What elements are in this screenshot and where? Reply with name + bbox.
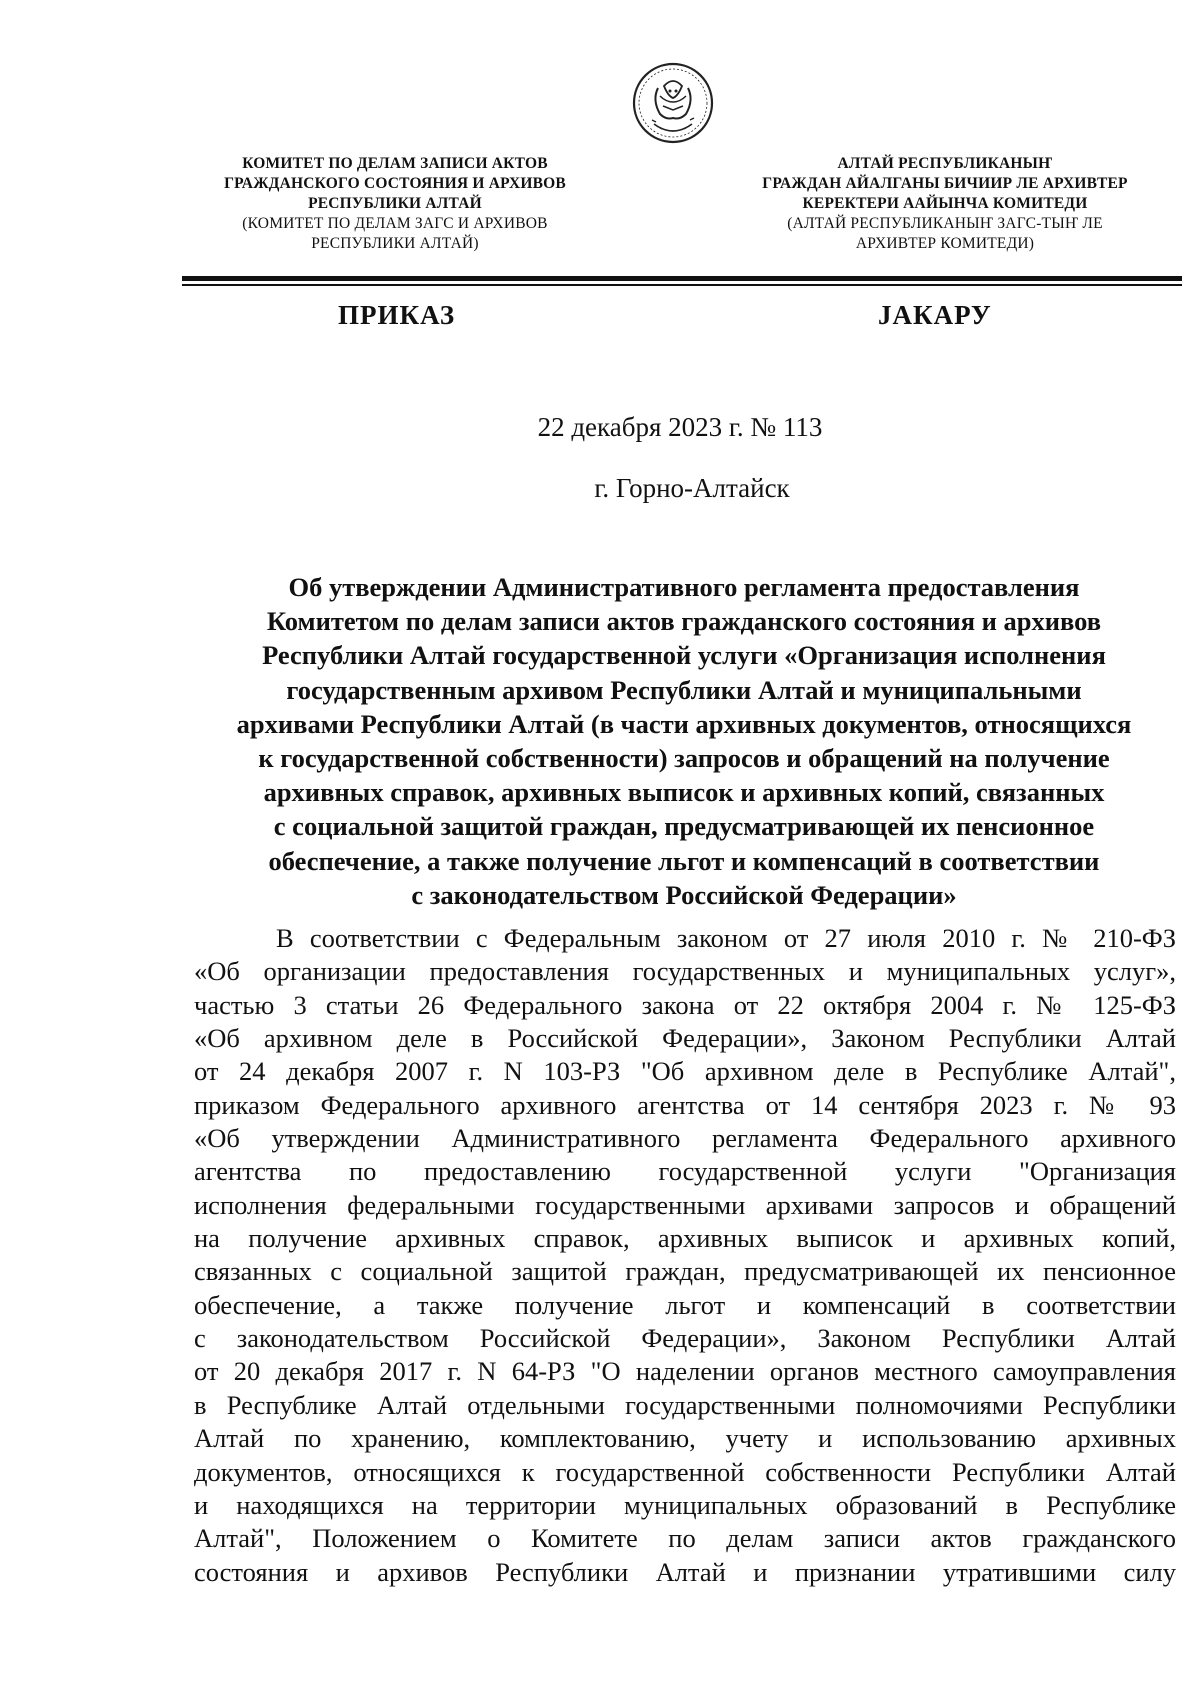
body-line: обеспечение, а также получение льгот и компенсаций в соответствии [194,1289,1176,1320]
header-right-line: КЕРЕКТЕРИ ААЙЫНЧА КОМИТЕДИ [802,195,1088,212]
header-left-line: КОМИТЕТ ПО ДЕЛАМ ЗАПИСИ АКТОВ [242,155,548,172]
title-line: с социальной защитой граждан, предусматривающей их пенсионное [273,811,1095,842]
body-line: частью 3 статьи 26 Федерального закона от 22 октября 2004 г. № 125-ФЗ [194,989,1176,1020]
order-place: г. Горно-Алтайск [594,473,790,503]
document-body [194,922,1176,1589]
title-line: архивами Республики Алтай (в части архивных документов, относящихся [236,708,1132,739]
body-line: агентства по предоставлению государственной услуги "Организация [194,1156,1176,1187]
body-line: Алтай по хранению, комплектованию, учету и использованию архивных [194,1423,1176,1454]
title-line: государственным архивом Республики Алтай и муниципальными [286,674,1082,705]
order-label-russian: ПРИКАЗ [338,300,456,330]
header-divider-thin [182,284,1182,286]
title-line: обеспечение, а также получение льгот и компенсаций в соответствии [268,845,1100,876]
order-date-number: 22 декабря 2023 г. № 113 [537,412,823,442]
body-line: связанных с социальной защитой граждан, предусматривающей их пенсионное [194,1256,1176,1287]
header-left-line: ГРАЖДАНСКОГО СОСТОЯНИЯ И АРХИВОВ [224,175,566,192]
body-line: «Об архивном деле в Российской Федерации», Законом Республики Алтай [194,1023,1176,1054]
body-line: «Об утверждении Административного регламента Федерального архивного [194,1123,1176,1154]
header-right-line: АРХИВТЕР КОМИТЕДИ) [855,235,1035,252]
title-line: архивных справок, архивных выписок и архивных копий, связанных [263,777,1105,808]
body-line: от 20 декабря 2017 г. N 64-РЗ "О наделении органов местного самоуправления [194,1356,1176,1387]
body-line: приказом Федерального архивного агентства от 14 сентября 2023 г. № 93 [194,1089,1176,1120]
header-left-line: РЕСПУБЛИКИ АЛТАЙ [308,195,482,212]
republic-altai-emblem-icon [630,58,716,150]
body-line: Алтай", Положением о Комитете по делам записи актов гражданского [194,1523,1176,1554]
body-line: В соответствии с Федеральным законом от 27 июля 2010 г. № 210-ФЗ [276,923,1176,953]
title-line: Комитетом по делам записи актов гражданского состояния и архивов [266,606,1102,637]
order-label-altai: ЈАКАРУ [878,300,992,330]
body-line: и находящихся на территории муниципальных образований в Республике [194,1489,1176,1520]
title-line: Об утверждении Административного регламента предоставления [288,572,1080,602]
title-line: к государственной собственности) запросов и обращений на получение [258,743,1110,774]
header-right-block [712,154,1178,254]
document-title [192,570,1176,912]
header-right-line: (АЛТАЙ РЕСПУБЛИКАНЫҤ ЗАГС-ТЫҤ ЛЕ [787,215,1103,232]
title-line: Республики Алтай государственной услуги «Организация исполнения [262,640,1106,671]
header-right-line: АЛТАЙ РЕСПУБЛИКАНЫҤ [837,155,1053,172]
body-line: на получение архивных справок, архивных выписок и архивных копий, [194,1223,1176,1254]
body-line: от 24 декабря 2007 г. N 103-РЗ "Об архивном деле в Республике Алтай", [194,1056,1176,1087]
body-line: в Республике Алтай отдельными государственными полномочиями Республики [194,1389,1176,1420]
body-line: состояния и архивов Республики Алтай и признании утратившими силу [194,1556,1176,1587]
header-right-line: ГРАЖДАН АЙАЛГАНЫ БИЧИИР ЛЕ АРХИВТЕР [762,175,1128,192]
body-line: документов, относящихся к государственной собственности Республики Алтай [194,1456,1176,1487]
body-line: с законодательством Российской Федерации», Законом Республики Алтай [194,1323,1176,1354]
body-line: «Об организации предоставления государственных и муниципальных услуг», [194,956,1176,987]
header-divider-thick [182,276,1182,281]
header-left-line: (КОМИТЕТ ПО ДЕЛАМ ЗАГС И АРХИВОВ [242,215,548,232]
header-left-line: РЕСПУБЛИКИ АЛТАЙ) [311,235,479,252]
header-left-block [196,154,594,254]
title-line: с законодательством Российской Федерации» [411,879,957,910]
body-line: исполнения федеральными государственными архивами запросов и обращений [194,1189,1176,1220]
